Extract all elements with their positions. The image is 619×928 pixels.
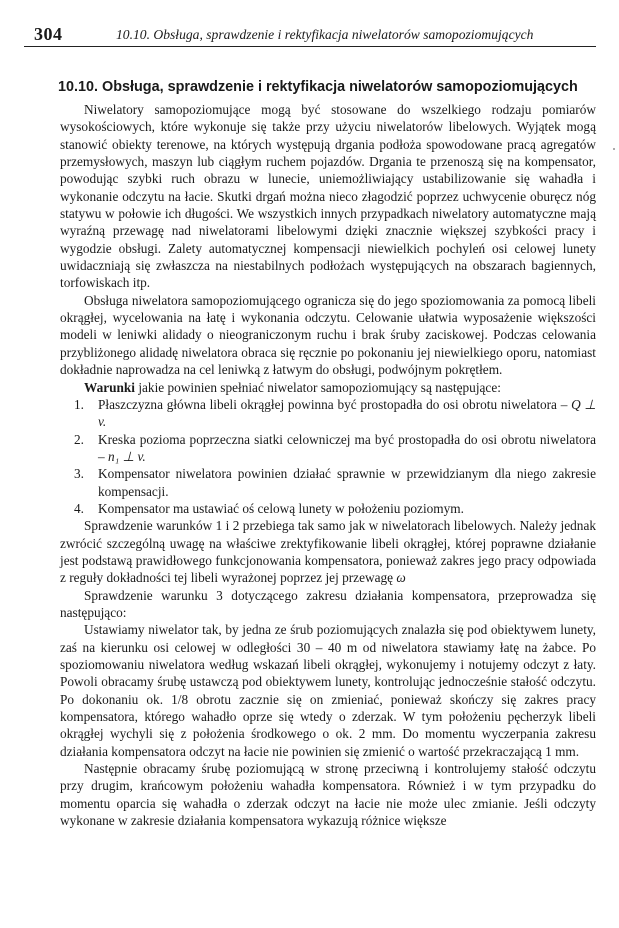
list-item-text: Kompensator ma ustawiać oś celową lunety w położeniu poziomym. bbox=[98, 500, 464, 516]
procedure-text-rest: obrotu zacznie się on zmieniać, ponieważ skończy się zakres pracy kompensatora, którego wahadło oprze się wtedy o zderzak. W tym położeniu pęcherzyk libeli okrągłej wychyli się z położenia środkowego o ok. 2 mm. Do momentu wyczerpania zakresu działania kompensatora odczyt na łacie nie powinien się zmienić o wartość przekraczającą 1 mm. bbox=[60, 691, 596, 759]
paragraph-procedure-continued: Następnie obracamy śrubę poziomującą w stronę przeciwną i kontrolujemy stałość odczytu przy drugim, krańcowym położeniu wahadła kompensatora. Również i w tym przypadku do momentu oparcia się wahadła o zderzak odczyt na łacie nie może ulec zmianie. Jeśli odczyty wykonane w zakresie działania kompensatora wykazują różnice większe bbox=[60, 761, 596, 829]
list-item bbox=[60, 465, 596, 500]
paragraph-check-1-2 bbox=[60, 517, 596, 586]
body-text bbox=[60, 101, 596, 829]
paragraph-procedure bbox=[60, 621, 596, 760]
section-heading: 10.10. Obsługa, sprawdzenie i rektyfikacja niwelatorów samopoziomujących bbox=[58, 79, 578, 95]
fraction: 1/8 bbox=[171, 691, 189, 707]
omega-symbol: ω bbox=[396, 570, 406, 586]
list-item-formula: Q ⊥ v. bbox=[98, 396, 596, 430]
list-item bbox=[60, 500, 596, 517]
running-title: 10.10. Obsługa, sprawdzenie i rektyfikacja niwelatorów samopoziomujących bbox=[116, 27, 534, 42]
list-item-number: 1. bbox=[74, 396, 84, 412]
procedure-text: Ustawiamy niwelator tak, by jedna ze śrub poziomujących znalazła się pod obiektywem lunety, zaś na kierunku osi celowej w odległości 30 – 40 m od niwelatora stawiamy łatę na żabce. Po spoziomowaniu niwelatora według wskazań libeli okrągłej, wykonujemy i notujemy odczyt z łaty. Powoli obracamy śrubę ustawczą pod obiektywem lunety, kontrolując jednocześnie stałość odczytu. Po dokonaniu ok. bbox=[60, 622, 596, 707]
paragraph-conditions-intro bbox=[60, 379, 596, 396]
conditions-intro-text: jakie powinien spełniać niwelator samopoziomujący są następujące: bbox=[135, 379, 501, 395]
list-item-number: 4. bbox=[74, 500, 84, 516]
list-item-number: 2. bbox=[74, 431, 84, 447]
list-item bbox=[60, 431, 596, 466]
list-item-text: Kompensator niwelatora powinien działać sprawnie w przewidzianym dla niego zakresie kompensacji. bbox=[98, 466, 596, 499]
page-number: 304 bbox=[34, 24, 63, 44]
paragraph-check-text: Sprawdzenie warunków 1 i 2 przebiega tak samo jak w niwelatorach libelowych. Należy jednak zwrócić szczególną uwagę na właściwe zrektyfikowanie libeli okrągłej, której poprawne działanie jest podstawą prawidłowego funkcjonowania kompensatora, ponieważ zakres jego pracy odpowiada z reguły dokładności tej libeli wyrażonej poprzez jej przewagę bbox=[60, 518, 596, 586]
list-item-formula: – n₁ ⊥ v. bbox=[98, 448, 146, 464]
running-header bbox=[24, 22, 596, 47]
paragraph-intro: Niwelatory samopoziomujące mogą być stosowane do wszelkiego rodzaju pomiarów wysokościowych, które wykonuje się także przy użyciu niwelatorów libelowych. Wyjątek mogą stanowić obiekty terenowe, na których występują drgania podłoża spowodowane pracą agregatów przemysłowych, maszyn lub ciągłym ruchem pojazdów. Drgania te przenoszą się na kompensator, powodując szybki ruch obrazu w lunecie, uniemożliwiający ustabilizowanie się wahadła i wykonanie odczytu na łacie. Skutki drgań można nieco złagodzić poprzez uchwycenie oburęcz nóg statywu w połowie ich długości. We wszystkich innych przypadkach niwelatory automatyczne mają wyraźną przewagę nad niwelatorami libelowymi dzięki znacznie większej szybkości pracy i wygodzie obsługi. Zalety automatycznej kompensacji niewielkich pochyleń osi celowej lunety uwidaczniają się zwłaszcza na niestabilnych podłożach występujących na obszarach bagiennych, torfowiskach itp. bbox=[60, 102, 596, 291]
list-item-number: 3. bbox=[74, 466, 84, 482]
conditions-list bbox=[60, 396, 596, 517]
list-item-text: Kreska pozioma poprzeczna siatki celowniczej ma być prostopadła do osi obrotu niwelatora bbox=[98, 431, 596, 447]
conditions-keyword: Warunki bbox=[84, 379, 135, 395]
list-item bbox=[60, 396, 596, 431]
scan-speck bbox=[613, 148, 615, 150]
list-item-text: Płaszczyzna główna libeli okrągłej powinna być prostopadła do osi obrotu niwelatora – bbox=[98, 396, 572, 412]
paragraph-check-3-intro: Sprawdzenie warunku 3 dotyczącego zakresu działania kompensatora, przeprowadza się następująco: bbox=[60, 587, 596, 620]
paragraph-operation: Obsługa niwelatora samopoziomującego ogranicza się do jego spoziomowania za pomocą libeli okrągłej, wycelowania na łatę i wykonania odczytu. Celowanie ułatwia wyposażenie większości modeli w leniwki alidady o nieograniczonym ruchu i brak śruby zaciskowej. Podczas celowania przybliżonego alidadę niwelatora obraca się ręcznie po pokonaniu jej niewielkiego oporu, natomiast dokładnie naprowadza na cel leniwką z łatwym do obsługi, podwójnym pokrętłem. bbox=[60, 292, 596, 378]
